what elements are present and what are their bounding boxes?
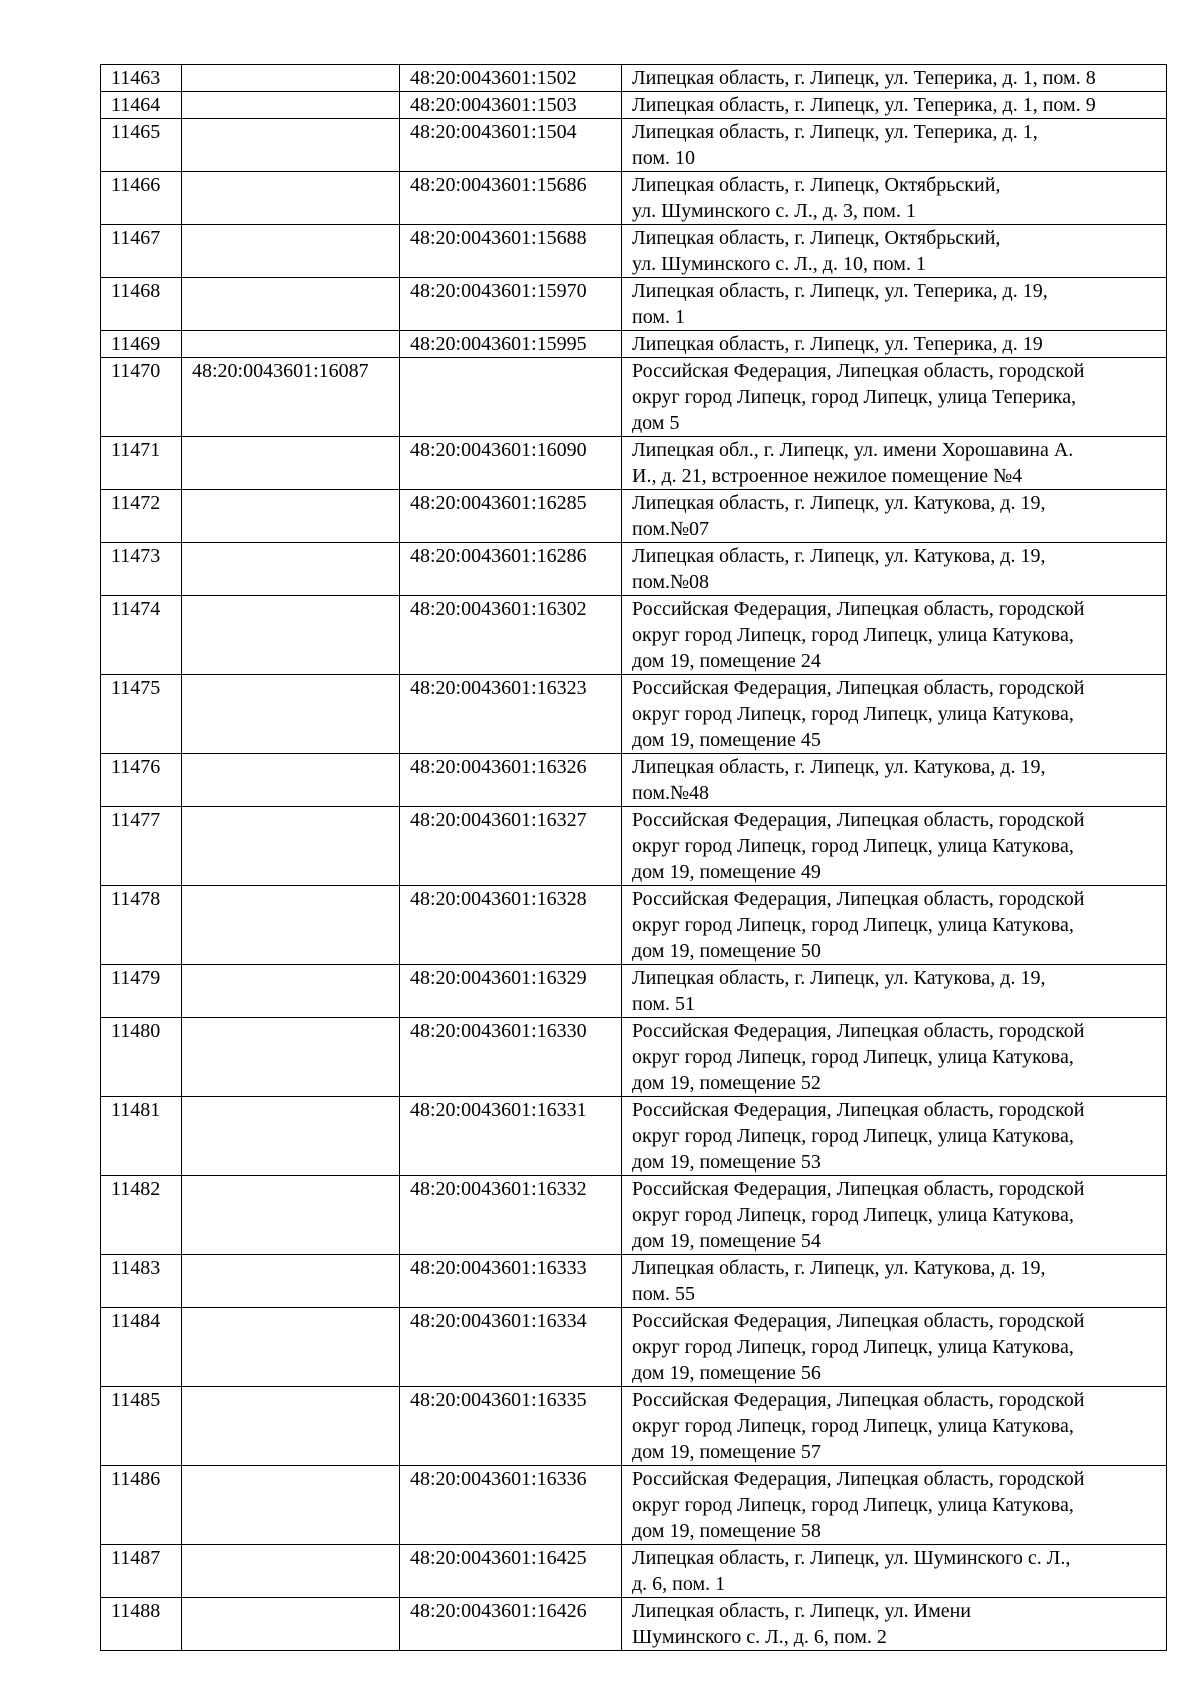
address-cell: Российская Федерация, Липецкая область, городской округ город Липецк, город Липецк, улица Катукова, дом 19, помещение 56 (622, 1308, 1167, 1387)
address-cell: Липецкая область, г. Липецк, ул. Шуминского с. Л., д. 6, пом. 1 (622, 1545, 1167, 1598)
land-parcel-cadastral-cell: 48:20:0043601:16087 (182, 358, 400, 437)
row-number-cell: 11472 (101, 490, 182, 543)
row-number-cell: 11474 (101, 596, 182, 675)
table-row (101, 92, 1167, 119)
row-number-cell: 11475 (101, 675, 182, 754)
address-cell: Российская Федерация, Липецкая область, городской округ город Липецк, город Липецк, улица Катукова, дом 19, помещение 52 (622, 1018, 1167, 1097)
row-number-cell: 11469 (101, 331, 182, 358)
row-number-cell: 11467 (101, 225, 182, 278)
address-cell: Российская Федерация, Липецкая область, городской округ город Липецк, город Липецк, улица Катукова, дом 19, помещение 50 (622, 886, 1167, 965)
row-number-cell: 11464 (101, 92, 182, 119)
object-cadastral-number-cell: 48:20:0043601:16328 (400, 886, 622, 965)
row-number-cell: 11476 (101, 754, 182, 807)
address-cell: Российская Федерация, Липецкая область, городской округ город Липецк, город Липецк, улица Катукова, дом 19, помещение 54 (622, 1176, 1167, 1255)
land-parcel-cadastral-cell (182, 596, 400, 675)
object-cadastral-number-cell: 48:20:0043601:15995 (400, 331, 622, 358)
object-cadastral-number-cell: 48:20:0043601:16335 (400, 1387, 622, 1466)
address-cell: Российская Федерация, Липецкая область, городской округ город Липецк, город Липецк, улица Катукова, дом 19, помещение 53 (622, 1097, 1167, 1176)
table-row (101, 437, 1167, 490)
table-row (101, 675, 1167, 754)
land-parcel-cadastral-cell (182, 1387, 400, 1466)
object-cadastral-number-cell: 48:20:0043601:16426 (400, 1598, 622, 1651)
object-cadastral-number-cell: 48:20:0043601:16336 (400, 1466, 622, 1545)
address-cell: Липецкая область, г. Липецк, Октябрьский, ул. Шуминского с. Л., д. 3, пом. 1 (622, 172, 1167, 225)
table-row (101, 1018, 1167, 1097)
address-cell: Липецкая область, г. Липецк, ул. Катукова, д. 19, пом. 55 (622, 1255, 1167, 1308)
table-row (101, 172, 1167, 225)
object-cadastral-number-cell: 48:20:0043601:15688 (400, 225, 622, 278)
table-row (101, 65, 1167, 92)
table-row (101, 1387, 1167, 1466)
row-number-cell: 11483 (101, 1255, 182, 1308)
table-row (101, 1255, 1167, 1308)
row-number-cell: 11479 (101, 965, 182, 1018)
object-cadastral-number-cell: 48:20:0043601:16331 (400, 1097, 622, 1176)
land-parcel-cadastral-cell (182, 490, 400, 543)
land-parcel-cadastral-cell (182, 1097, 400, 1176)
land-parcel-cadastral-cell (182, 754, 400, 807)
table-row (101, 1176, 1167, 1255)
object-cadastral-number-cell: 48:20:0043601:16425 (400, 1545, 622, 1598)
address-cell: Липецкая область, г. Липецк, ул. Катукова, д. 19, пом.№48 (622, 754, 1167, 807)
row-number-cell: 11463 (101, 65, 182, 92)
table-row (101, 1466, 1167, 1545)
row-number-cell: 11471 (101, 437, 182, 490)
row-number-cell: 11468 (101, 278, 182, 331)
row-number-cell: 11470 (101, 358, 182, 437)
land-parcel-cadastral-cell (182, 92, 400, 119)
object-cadastral-number-cell: 48:20:0043601:1504 (400, 119, 622, 172)
document-page (100, 64, 1166, 1651)
row-number-cell: 11473 (101, 543, 182, 596)
land-parcel-cadastral-cell (182, 1255, 400, 1308)
address-cell: Российская Федерация, Липецкая область, городской округ город Липецк, город Липецк, улица Катукова, дом 19, помещение 45 (622, 675, 1167, 754)
land-parcel-cadastral-cell (182, 807, 400, 886)
address-cell: Липецкая область, г. Липецк, ул. Теперика, д. 1, пом. 8 (622, 65, 1167, 92)
address-cell: Липецкая область, г. Липецк, Октябрьский, ул. Шуминского с. Л., д. 10, пом. 1 (622, 225, 1167, 278)
table-row (101, 1545, 1167, 1598)
table-row (101, 543, 1167, 596)
object-cadastral-number-cell: 48:20:0043601:16334 (400, 1308, 622, 1387)
land-parcel-cadastral-cell (182, 965, 400, 1018)
row-number-cell: 11481 (101, 1097, 182, 1176)
table-row (101, 331, 1167, 358)
land-parcel-cadastral-cell (182, 543, 400, 596)
row-number-cell: 11465 (101, 119, 182, 172)
table-row (101, 119, 1167, 172)
object-cadastral-number-cell: 48:20:0043601:16302 (400, 596, 622, 675)
table-row (101, 278, 1167, 331)
address-cell: Липецкая область, г. Липецк, ул. Теперика, д. 19 (622, 331, 1167, 358)
address-cell: Липецкая область, г. Липецк, ул. Теперика, д. 1, пом. 10 (622, 119, 1167, 172)
address-cell: Липецкая область, г. Липецк, ул. Катукова, д. 19, пом.№07 (622, 490, 1167, 543)
row-number-cell: 11487 (101, 1545, 182, 1598)
object-cadastral-number-cell: 48:20:0043601:16329 (400, 965, 622, 1018)
table-row (101, 358, 1167, 437)
land-parcel-cadastral-cell (182, 65, 400, 92)
table-row (101, 1308, 1167, 1387)
address-cell: Липецкая область, г. Липецк, ул. Теперика, д. 19, пом. 1 (622, 278, 1167, 331)
row-number-cell: 11484 (101, 1308, 182, 1387)
land-parcel-cadastral-cell (182, 1018, 400, 1097)
object-cadastral-number-cell: 48:20:0043601:16090 (400, 437, 622, 490)
address-cell: Липецкая область, г. Липецк, ул. Катукова, д. 19, пом.№08 (622, 543, 1167, 596)
land-parcel-cadastral-cell (182, 437, 400, 490)
object-cadastral-number-cell: 48:20:0043601:1502 (400, 65, 622, 92)
row-number-cell: 11485 (101, 1387, 182, 1466)
table-row (101, 886, 1167, 965)
table-row (101, 596, 1167, 675)
object-cadastral-number-cell (400, 358, 622, 437)
table-row (101, 490, 1167, 543)
land-parcel-cadastral-cell (182, 225, 400, 278)
land-parcel-cadastral-cell (182, 1545, 400, 1598)
row-number-cell: 11466 (101, 172, 182, 225)
table-body (101, 65, 1167, 1651)
land-parcel-cadastral-cell (182, 1176, 400, 1255)
address-cell: Липецкая область, г. Липецк, ул. Имени Шуминского с. Л., д. 6, пом. 2 (622, 1598, 1167, 1651)
land-parcel-cadastral-cell (182, 1466, 400, 1545)
object-cadastral-number-cell: 48:20:0043601:1503 (400, 92, 622, 119)
land-parcel-cadastral-cell (182, 331, 400, 358)
address-cell: Липецкая обл., г. Липецк, ул. имени Хорошавина А. И., д. 21, встроенное нежилое помещение №4 (622, 437, 1167, 490)
row-number-cell: 11482 (101, 1176, 182, 1255)
object-cadastral-number-cell: 48:20:0043601:16333 (400, 1255, 622, 1308)
row-number-cell: 11477 (101, 807, 182, 886)
table-row (101, 965, 1167, 1018)
table-row (101, 807, 1167, 886)
object-cadastral-number-cell: 48:20:0043601:16330 (400, 1018, 622, 1097)
land-parcel-cadastral-cell (182, 886, 400, 965)
land-parcel-cadastral-cell (182, 675, 400, 754)
row-number-cell: 11478 (101, 886, 182, 965)
row-number-cell: 11486 (101, 1466, 182, 1545)
land-parcel-cadastral-cell (182, 1598, 400, 1651)
land-parcel-cadastral-cell (182, 119, 400, 172)
object-cadastral-number-cell: 48:20:0043601:15970 (400, 278, 622, 331)
table-row (101, 1097, 1167, 1176)
object-cadastral-number-cell: 48:20:0043601:16326 (400, 754, 622, 807)
cadastral-registry-table (100, 64, 1167, 1651)
table-row (101, 1598, 1167, 1651)
address-cell: Российская Федерация, Липецкая область, городской округ город Липецк, город Липецк, улица Катукова, дом 19, помещение 24 (622, 596, 1167, 675)
address-cell: Российская Федерация, Липецкая область, городской округ город Липецк, город Липецк, улица Катукова, дом 19, помещение 58 (622, 1466, 1167, 1545)
object-cadastral-number-cell: 48:20:0043601:16332 (400, 1176, 622, 1255)
address-cell: Российская Федерация, Липецкая область, городской округ город Липецк, город Липецк, улица Катукова, дом 19, помещение 49 (622, 807, 1167, 886)
object-cadastral-number-cell: 48:20:0043601:16285 (400, 490, 622, 543)
address-cell: Липецкая область, г. Липецк, ул. Теперика, д. 1, пом. 9 (622, 92, 1167, 119)
object-cadastral-number-cell: 48:20:0043601:16327 (400, 807, 622, 886)
row-number-cell: 11480 (101, 1018, 182, 1097)
object-cadastral-number-cell: 48:20:0043601:16323 (400, 675, 622, 754)
row-number-cell: 11488 (101, 1598, 182, 1651)
object-cadastral-number-cell: 48:20:0043601:16286 (400, 543, 622, 596)
address-cell: Липецкая область, г. Липецк, ул. Катукова, д. 19, пом. 51 (622, 965, 1167, 1018)
table-row (101, 754, 1167, 807)
table-row (101, 225, 1167, 278)
land-parcel-cadastral-cell (182, 278, 400, 331)
address-cell: Российская Федерация, Липецкая область, городской округ город Липецк, город Липецк, улица Катукова, дом 19, помещение 57 (622, 1387, 1167, 1466)
object-cadastral-number-cell: 48:20:0043601:15686 (400, 172, 622, 225)
land-parcel-cadastral-cell (182, 1308, 400, 1387)
land-parcel-cadastral-cell (182, 172, 400, 225)
address-cell: Российская Федерация, Липецкая область, городской округ город Липецк, город Липецк, улица Теперика, дом 5 (622, 358, 1167, 437)
